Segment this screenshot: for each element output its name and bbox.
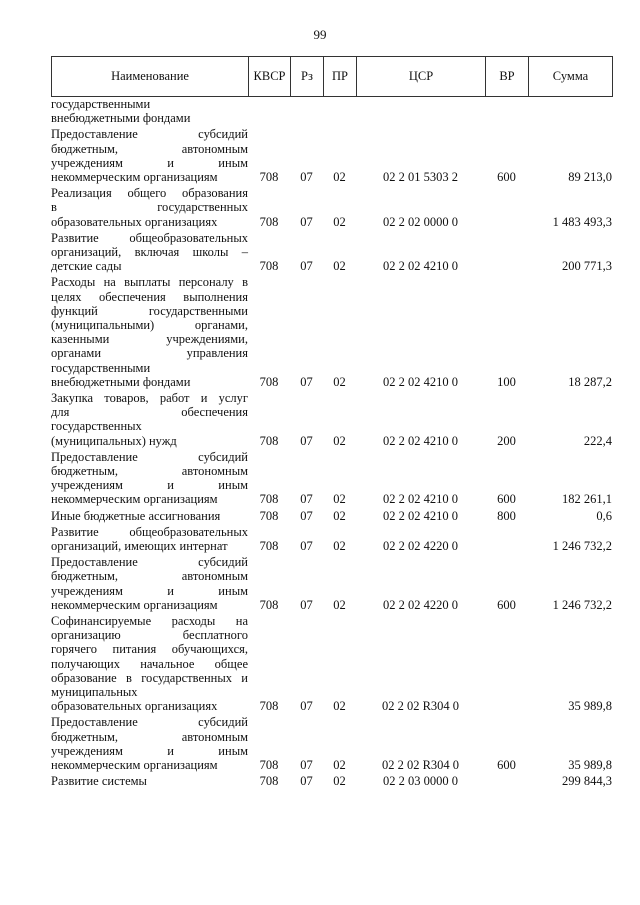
- row-name: [51, 229, 248, 274]
- name-line: организацию бесплатного: [51, 628, 248, 643]
- name-line: бюджетным, автономным: [51, 729, 248, 744]
- table-row: [51, 389, 612, 448]
- row-sum: 200 771,3: [562, 259, 612, 274]
- name-line: Развитие общеобразовательных: [51, 230, 248, 245]
- row-csr: 02 2 02 4210 0: [383, 492, 458, 507]
- row-rz: 07: [300, 374, 313, 389]
- row-kvsr: 708: [259, 757, 279, 772]
- table-row: [51, 553, 612, 612]
- row-sum: 1 246 732,2: [552, 597, 612, 612]
- row-vr: 600: [497, 597, 516, 612]
- name-line: Предоставление субсидий: [51, 555, 248, 570]
- row-pr: 02: [333, 699, 346, 714]
- row-vr: 200: [497, 433, 516, 448]
- row-sum: 89 213,0: [568, 170, 612, 184]
- table-row: [51, 273, 612, 389]
- row-kvsr: 708: [259, 508, 279, 523]
- row-csr: 02 2 02 4220 0: [383, 538, 458, 553]
- row-pr: 02: [333, 214, 346, 229]
- name-line: Предоставление субсидий: [51, 715, 248, 730]
- name-line: бюджетным, автономным: [51, 463, 248, 478]
- name-line: государственными: [51, 360, 151, 375]
- row-vr: 600: [497, 492, 516, 507]
- row-rz: 07: [300, 170, 313, 184]
- row-rz: 07: [300, 492, 313, 507]
- row-name: [51, 97, 248, 125]
- name-line: внебюджетными фондами: [51, 111, 191, 126]
- row-sum: 1 246 732,2: [552, 538, 612, 553]
- name-line: Предоставление субсидий: [51, 127, 248, 142]
- table-row: [51, 448, 612, 507]
- name-line: организаций, включая школы –: [51, 244, 248, 259]
- name-line: организаций, имеющих интернат: [51, 538, 228, 553]
- row-name: [51, 612, 248, 713]
- name-line: некоммерческим организациям: [51, 170, 218, 184]
- name-line: некоммерческим организациям: [51, 492, 218, 507]
- name-line: учреждениям и иным: [51, 743, 248, 758]
- row-sum: 35 989,8: [568, 757, 612, 772]
- name-line: Реализация общего образования: [51, 186, 248, 201]
- row-name: [51, 184, 248, 229]
- name-line: горячего питания обучающихся,: [51, 642, 248, 657]
- name-line: Софинансируемые расходы на: [51, 613, 248, 628]
- name-line: функций государственными: [51, 303, 248, 318]
- row-name: [51, 448, 248, 507]
- table-row: [51, 229, 612, 274]
- name-line: для обеспечения: [51, 405, 248, 420]
- row-name: [51, 713, 248, 772]
- name-line: учреждениям и иным: [51, 478, 248, 493]
- row-sum: [528, 97, 612, 125]
- row-vr: [485, 229, 528, 274]
- name-line: образование в государственных и: [51, 670, 248, 685]
- row-pr: 02: [333, 492, 346, 507]
- row-sum: 222,4: [583, 433, 612, 448]
- row-kvsr: 708: [259, 374, 279, 389]
- row-kvsr: 708: [259, 433, 279, 448]
- header-csr: ЦСР: [357, 57, 486, 97]
- table-header: [51, 56, 613, 97]
- budget-table: [51, 97, 612, 788]
- name-line: некоммерческим организациям: [51, 597, 218, 612]
- name-line: Иные бюджетные ассигнования: [51, 508, 221, 523]
- row-sum: 1 483 493,3: [552, 214, 612, 229]
- header-pr: ПР: [324, 57, 357, 97]
- row-name: [51, 523, 248, 553]
- row-kvsr: 708: [259, 699, 279, 714]
- row-rz: 07: [300, 259, 313, 274]
- name-line: Предоставление субсидий: [51, 449, 248, 464]
- row-csr: 02 2 01 5303 2: [383, 170, 458, 184]
- row-kvsr: 708: [259, 214, 279, 229]
- header-vr: ВР: [486, 57, 529, 97]
- row-pr: 02: [333, 433, 346, 448]
- name-line: (муниципальными) органами,: [51, 317, 248, 332]
- row-rz: 07: [300, 774, 313, 789]
- name-line: внебюджетными фондами: [51, 374, 191, 389]
- row-pr: 02: [333, 597, 346, 612]
- name-line: Закупка товаров, работ и услуг: [51, 390, 248, 405]
- name-line: бюджетным, автономным: [51, 569, 248, 584]
- row-vr: [485, 612, 528, 713]
- row-sum: 18 287,2: [568, 374, 612, 389]
- row-sum: 0,6: [596, 508, 612, 523]
- row-vr: 600: [497, 757, 516, 772]
- row-rz: 07: [300, 699, 313, 714]
- row-kvsr: 708: [259, 538, 279, 553]
- row-csr: [356, 97, 485, 125]
- header-sum: Сумма: [529, 57, 613, 97]
- row-csr: 02 2 03 0000 0: [383, 774, 458, 789]
- table-row: [51, 125, 612, 184]
- row-rz: 07: [300, 433, 313, 448]
- row-kvsr: 708: [259, 774, 279, 789]
- name-line: казенными учреждениями,: [51, 332, 248, 347]
- row-rz: [290, 97, 323, 125]
- row-csr: 02 2 02 4210 0: [383, 374, 458, 389]
- name-line: государственными: [51, 97, 151, 111]
- name-line: Развитие общеобразовательных: [51, 524, 248, 539]
- name-line: в государственных: [51, 200, 248, 215]
- row-csr: 02 2 02 R304 0: [381, 757, 460, 772]
- row-csr: 02 2 02 R304 0: [381, 699, 460, 714]
- row-csr: 02 2 02 4210 0: [383, 259, 458, 274]
- row-pr: 02: [333, 774, 346, 789]
- row-pr: [323, 97, 356, 125]
- table-row: [51, 523, 612, 553]
- row-sum: 35 989,8: [568, 699, 612, 714]
- table-row: [51, 184, 612, 229]
- row-rz: 07: [300, 508, 313, 523]
- name-line: органами управления: [51, 346, 248, 361]
- row-pr: 02: [333, 508, 346, 523]
- row-vr: 100: [497, 374, 516, 389]
- row-name: [51, 553, 248, 612]
- row-rz: 07: [300, 214, 313, 229]
- table-row: [51, 772, 612, 788]
- row-pr: 02: [333, 170, 346, 184]
- name-line: государственных: [51, 419, 142, 434]
- row-rz: 07: [300, 538, 313, 553]
- row-kvsr: 708: [259, 170, 279, 184]
- name-line: учреждениям и иным: [51, 155, 248, 170]
- row-csr: 02 2 02 4220 0: [383, 597, 458, 612]
- name-line: детские сады: [51, 259, 122, 274]
- row-vr: [485, 97, 528, 125]
- table-row: [51, 97, 612, 125]
- row-name: [51, 125, 248, 184]
- row-csr: 02 2 02 0000 0: [383, 214, 458, 229]
- name-line: образовательных организациях: [51, 699, 218, 714]
- row-vr: [485, 772, 528, 788]
- row-name: [51, 389, 248, 448]
- name-line: получающих начальное общее: [51, 656, 248, 671]
- row-csr: 02 2 02 4210 0: [383, 508, 458, 523]
- row-vr: 800: [497, 508, 516, 523]
- name-line: образовательных организациях: [51, 214, 218, 229]
- row-csr: 02 2 02 4210 0: [383, 433, 458, 448]
- row-vr: 600: [497, 170, 516, 184]
- row-vr: [485, 523, 528, 553]
- header-kvsr: КВСР: [249, 57, 291, 97]
- row-kvsr: [248, 97, 290, 125]
- header-name: Наименование: [52, 57, 249, 97]
- table-row: [51, 612, 612, 713]
- name-line: учреждениям и иным: [51, 583, 248, 598]
- row-name: [51, 273, 248, 389]
- row-rz: 07: [300, 757, 313, 772]
- row-sum: 299 844,3: [562, 774, 612, 789]
- row-pr: 02: [333, 757, 346, 772]
- table-row: [51, 507, 612, 523]
- row-kvsr: 708: [259, 597, 279, 612]
- row-kvsr: 708: [259, 492, 279, 507]
- name-line: бюджетным, автономным: [51, 141, 248, 156]
- name-line: Развитие системы: [51, 774, 147, 789]
- row-pr: 02: [333, 538, 346, 553]
- name-line: некоммерческим организациям: [51, 757, 218, 772]
- name-line: Расходы на выплаты персоналу в: [51, 275, 248, 290]
- row-name: [51, 772, 248, 788]
- name-line: муниципальных: [51, 684, 138, 699]
- header-rz: Рз: [291, 57, 324, 97]
- name-line: (муниципальных) нужд: [51, 433, 177, 448]
- row-sum: 182 261,1: [562, 492, 612, 507]
- table-row: [51, 713, 612, 772]
- row-pr: 02: [333, 259, 346, 274]
- row-name: [51, 507, 248, 523]
- row-vr: [485, 184, 528, 229]
- row-rz: 07: [300, 597, 313, 612]
- row-kvsr: 708: [259, 259, 279, 274]
- name-line: целях обеспечения выполнения: [51, 289, 248, 304]
- row-pr: 02: [333, 374, 346, 389]
- page-number: 99: [313, 27, 327, 42]
